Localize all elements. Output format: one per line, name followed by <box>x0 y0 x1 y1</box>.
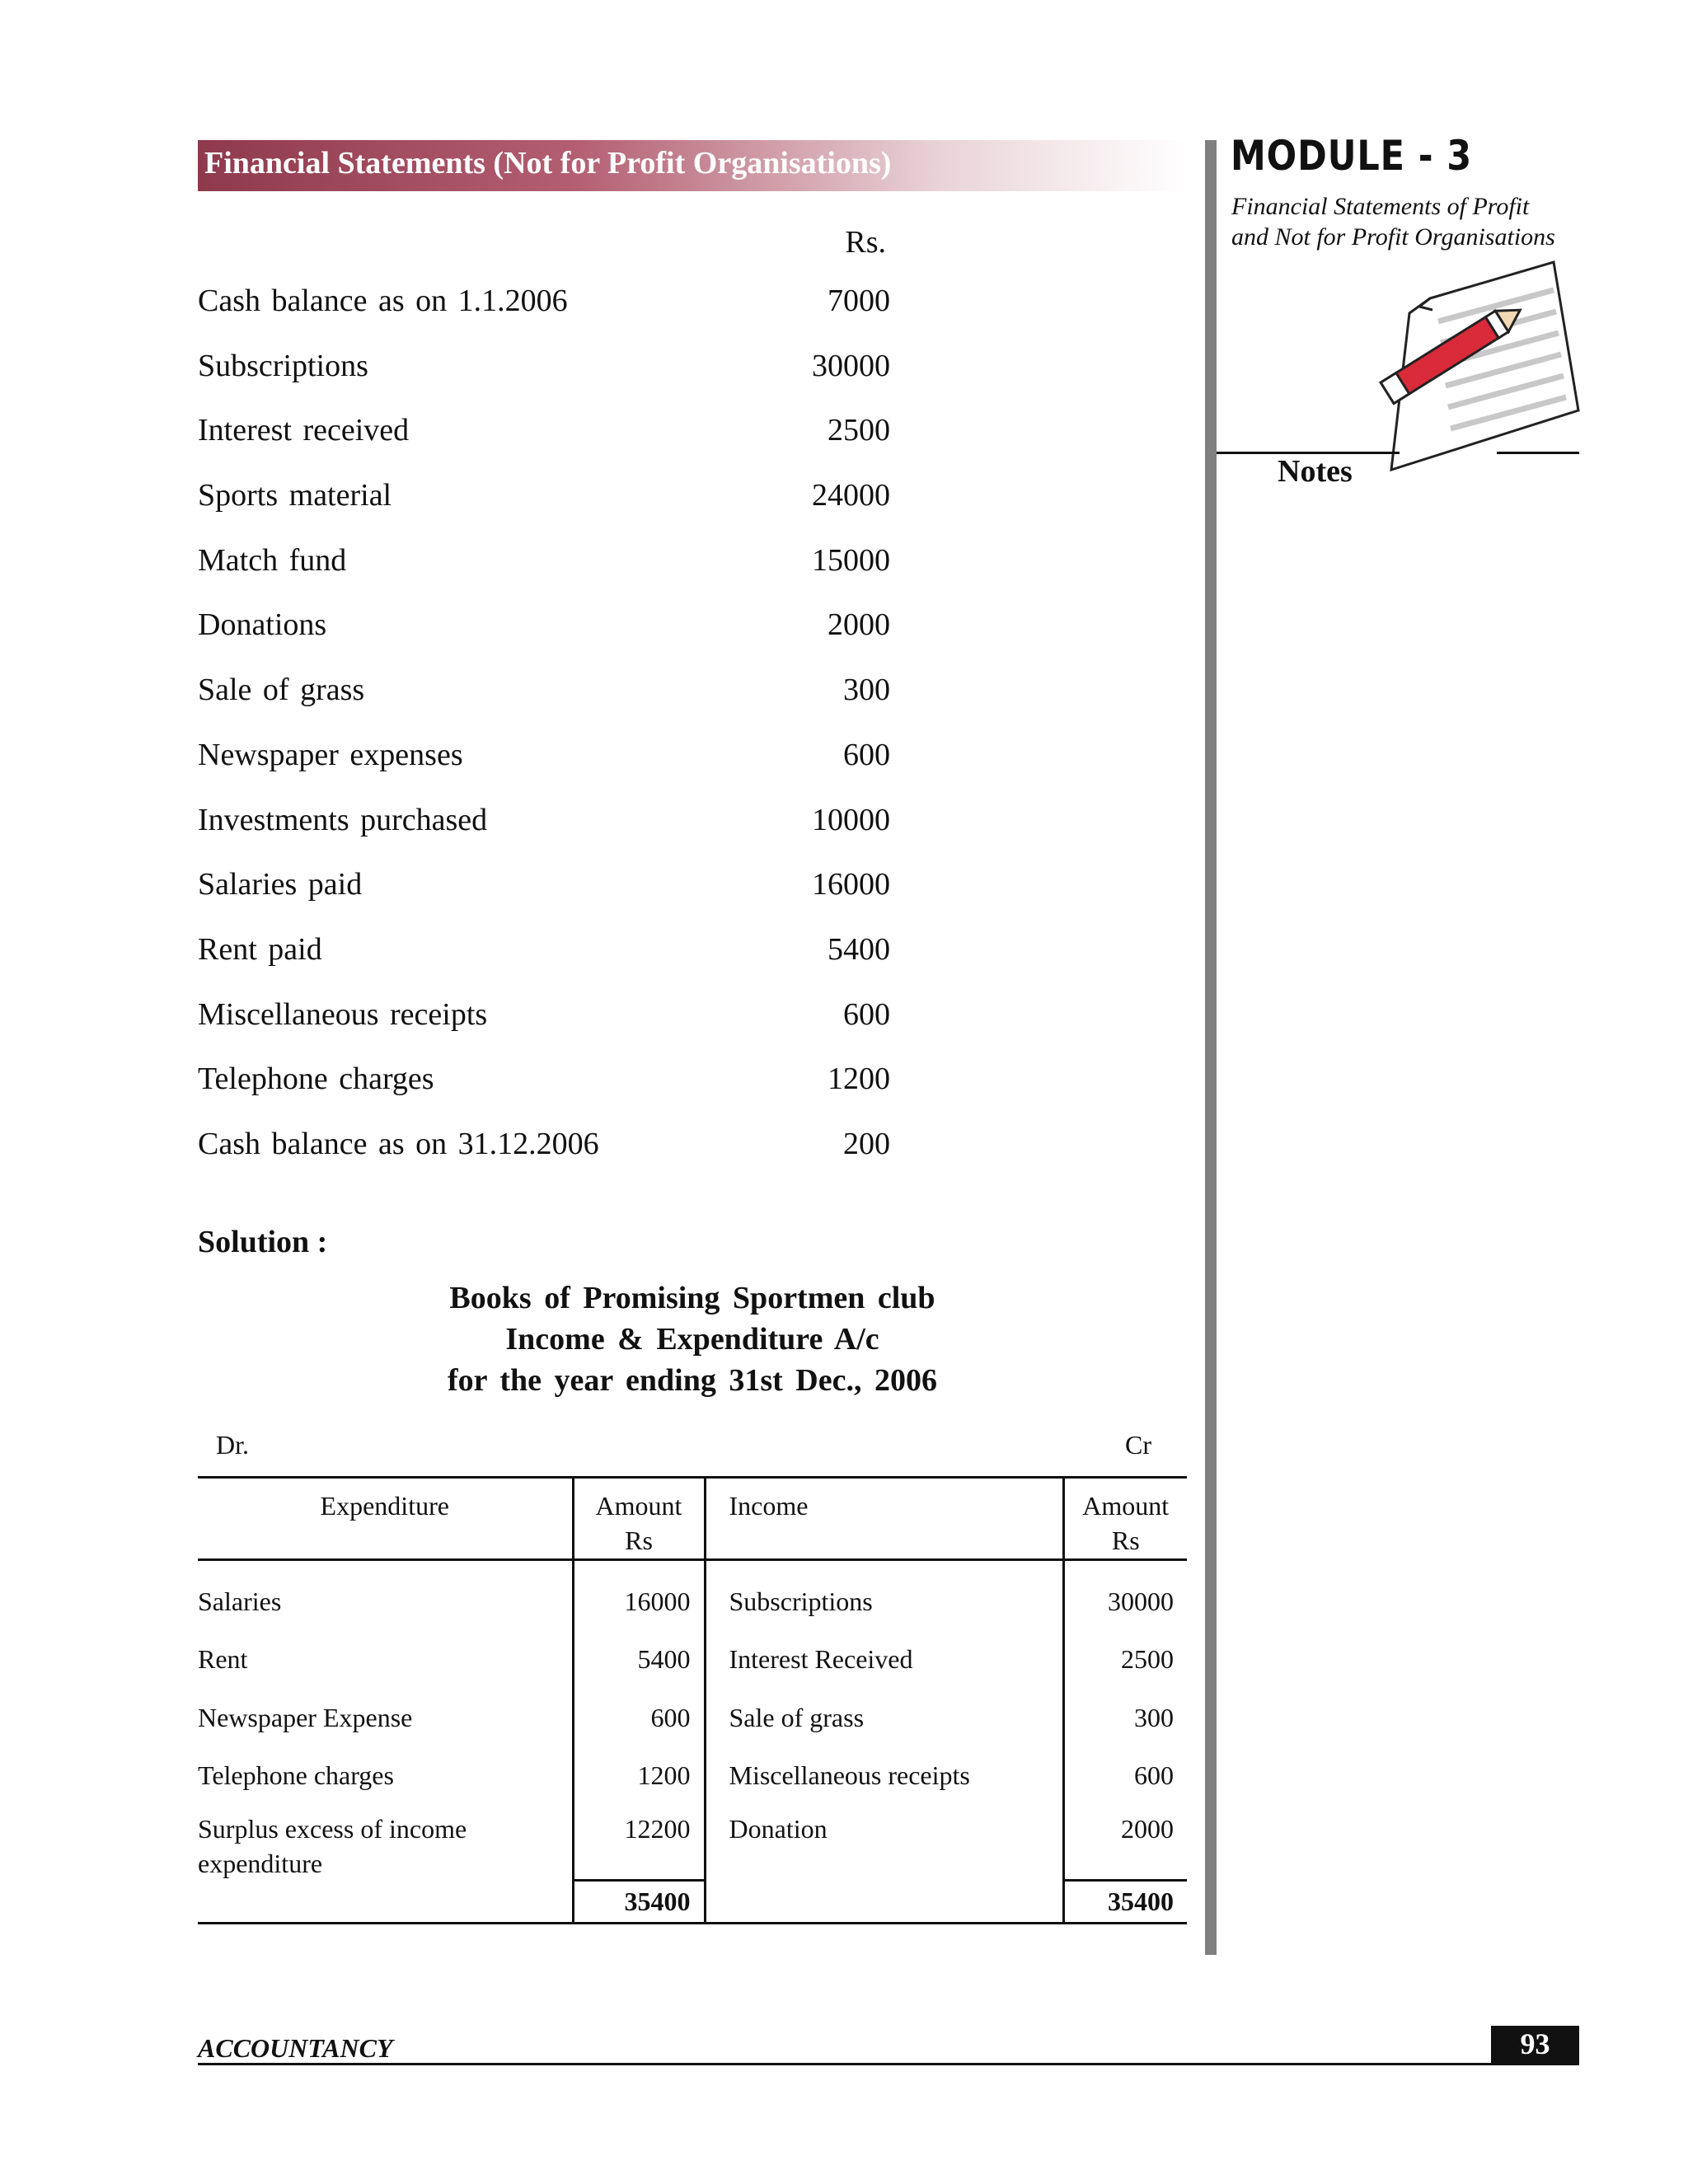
item-value: 200 <box>843 1126 890 1161</box>
income-amount-cell: 2000 <box>1063 1793 1187 1881</box>
notes-label: Notes <box>1278 454 1353 489</box>
list-item <box>198 866 890 931</box>
expenditure-cell <box>198 1793 573 1881</box>
total-expenditure: 35400 <box>573 1881 705 1924</box>
item-value: 24000 <box>812 478 890 513</box>
account-title-line3: for the year ending 31st Dec., 2006 <box>448 1363 937 1398</box>
item-label: Sale of grass <box>198 673 365 708</box>
list-item <box>198 542 890 607</box>
header-amount-right <box>1063 1478 1187 1560</box>
income-cell: Sale of grass <box>705 1677 1063 1736</box>
account-title-block <box>198 1277 1187 1401</box>
item-label: Match fund <box>198 542 347 578</box>
notes-pencil-icon <box>1368 255 1591 482</box>
list-item <box>198 348 890 413</box>
list-item <box>198 737 890 802</box>
item-label: Donations <box>198 607 327 643</box>
item-label: Miscellaneous receipts <box>198 996 488 1032</box>
item-value: 600 <box>843 996 890 1032</box>
list-item <box>198 996 890 1062</box>
header-amount-right-line1: Amount <box>1082 1491 1170 1521</box>
header-amount-right-line2: Rs <box>1111 1526 1140 1555</box>
footer-subject: ACCOUNTANCY <box>198 2033 393 2063</box>
expenditure-amount-cell: 1200 <box>573 1735 705 1793</box>
surplus-line2: expenditure <box>198 1848 323 1878</box>
table-row <box>198 1560 1187 1619</box>
surplus-line1: Surplus excess of income <box>198 1813 467 1844</box>
account-title-line1: Books of Promising Sportmen club <box>449 1281 935 1315</box>
income-amount-cell: 30000 <box>1063 1560 1187 1619</box>
item-label: Investments purchased <box>198 802 488 837</box>
income-cell: Miscellaneous receipts <box>705 1735 1063 1793</box>
item-label: Interest received <box>198 413 410 448</box>
expenditure-cell: Rent <box>198 1644 248 1674</box>
module-subtitle <box>1231 191 1643 252</box>
total-spacer-left <box>198 1881 573 1924</box>
page-number: 93 <box>1491 2026 1579 2065</box>
header-amount-left <box>573 1478 705 1560</box>
list-item <box>198 283 890 348</box>
income-amount-cell: 300 <box>1063 1677 1187 1736</box>
footer-rule <box>198 2063 1579 2065</box>
expenditure-cell: Newspaper Expense <box>198 1702 413 1732</box>
item-value: 5400 <box>828 931 890 967</box>
table-row <box>198 1793 1187 1881</box>
income-amount-cell: 2500 <box>1063 1619 1187 1677</box>
item-label: Telephone charges <box>198 1062 434 1097</box>
list-item <box>198 1061 890 1126</box>
expenditure-cell: Telephone charges <box>198 1760 394 1790</box>
currency-header: Rs. <box>845 225 886 260</box>
header-amount-left-line2: Rs <box>625 1526 653 1555</box>
item-value: 300 <box>843 673 890 708</box>
account-title-line2: Income & Expenditure A/c <box>505 1322 879 1357</box>
list-item <box>198 607 890 672</box>
item-value: 1200 <box>828 1062 890 1097</box>
item-value: 16000 <box>812 867 890 902</box>
list-item <box>198 672 890 737</box>
list-item <box>198 931 890 996</box>
list-item <box>198 1126 890 1191</box>
item-label: Salaries paid <box>198 867 363 902</box>
expenditure-amount-cell: 5400 <box>573 1619 705 1677</box>
item-value: 2500 <box>828 413 890 448</box>
total-spacer-right <box>705 1881 1063 1924</box>
item-label: Cash balance as on 1.1.2006 <box>198 284 568 318</box>
module-title: MODULE - 3 <box>1231 132 1473 180</box>
expenditure-amount-cell: 600 <box>573 1677 705 1736</box>
trial-data-list <box>198 283 890 1191</box>
income-cell: Donation <box>705 1793 1063 1881</box>
item-label: Cash balance as on 31.12.2006 <box>198 1126 599 1161</box>
item-value: 10000 <box>812 802 890 837</box>
income-expenditure-table <box>198 1476 1187 1924</box>
item-label: Newspaper expenses <box>198 737 463 772</box>
margin-divider <box>1205 140 1217 1955</box>
list-item <box>198 802 890 867</box>
item-value: 30000 <box>812 348 890 383</box>
expenditure-amount-cell: 16000 <box>573 1560 705 1619</box>
expenditure-cell: Salaries <box>198 1586 282 1616</box>
table-row <box>198 1619 1187 1677</box>
item-label: Sports material <box>198 478 392 513</box>
table-row <box>198 1735 1187 1793</box>
credit-label: Cr <box>1125 1430 1151 1460</box>
total-row <box>198 1881 1187 1924</box>
list-item <box>198 412 890 477</box>
chapter-banner <box>198 140 1187 191</box>
income-amount-cell: 600 <box>1063 1735 1187 1793</box>
expenditure-amount-cell: 12200 <box>573 1793 705 1881</box>
income-cell: Subscriptions <box>705 1560 1063 1619</box>
item-value: 7000 <box>828 284 890 318</box>
table-row <box>198 1677 1187 1736</box>
item-label: Rent paid <box>198 931 322 967</box>
item-value: 2000 <box>828 607 890 643</box>
item-value: 600 <box>843 737 890 772</box>
total-income: 35400 <box>1063 1881 1187 1924</box>
chapter-title: Financial Statements (Not for Profit Organisations) <box>204 146 892 180</box>
module-subtitle-line2: and Not for Profit Organisations <box>1231 223 1555 251</box>
module-subtitle-line1: Financial Statements of Profit <box>1231 193 1530 220</box>
income-cell: Interest Received <box>705 1619 1063 1677</box>
item-value: 15000 <box>812 542 890 578</box>
list-item <box>198 477 890 542</box>
item-label: Subscriptions <box>198 348 368 383</box>
notes-rule-right <box>1497 452 1579 454</box>
header-income: Income <box>705 1478 1063 1560</box>
solution-heading: Solution : <box>198 1225 328 1259</box>
debit-label: Dr. <box>216 1430 249 1460</box>
table-header-row <box>198 1478 1187 1560</box>
header-amount-left-line1: Amount <box>595 1491 682 1521</box>
header-expenditure: Expenditure <box>198 1478 573 1560</box>
